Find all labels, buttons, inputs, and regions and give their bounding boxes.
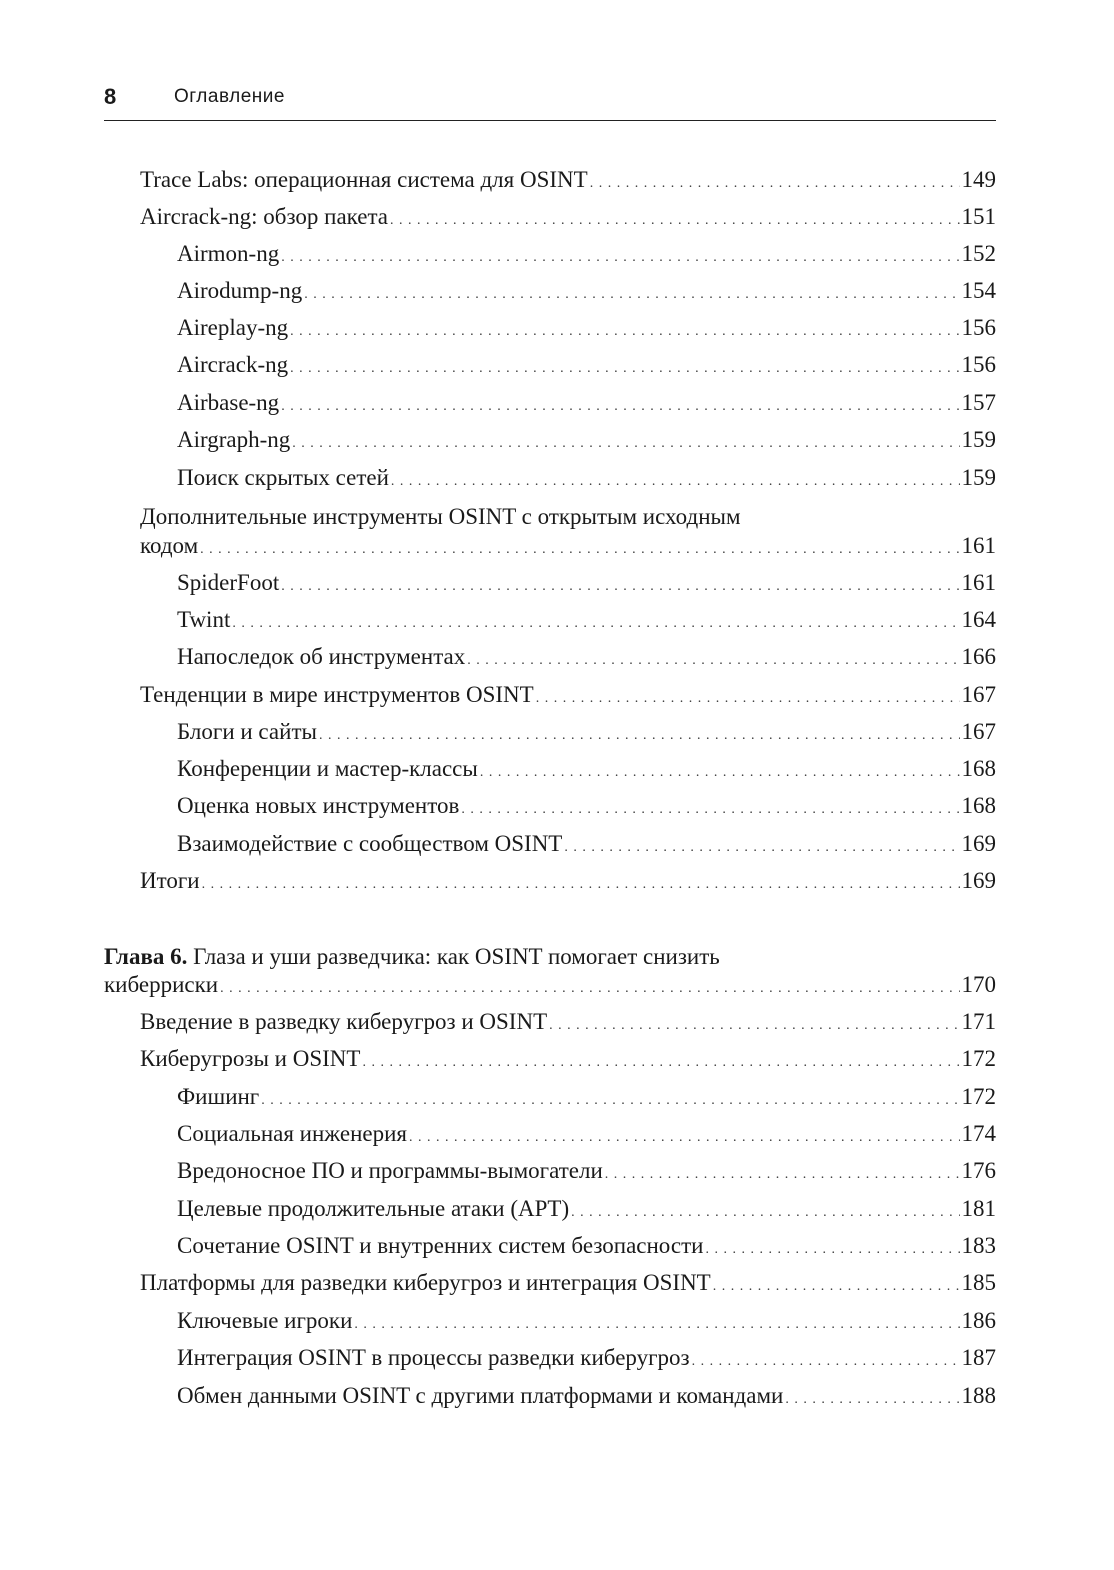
toc-entry[interactable] bbox=[140, 530, 996, 562]
dot-leader bbox=[409, 1122, 960, 1154]
toc-entry-title: Блоги и сайты bbox=[177, 719, 317, 744]
toc-entry-page: 168 bbox=[961, 793, 996, 818]
dot-leader bbox=[304, 279, 959, 311]
dot-leader bbox=[467, 645, 959, 677]
dot-leader bbox=[564, 832, 959, 864]
dot-leader bbox=[261, 1085, 959, 1117]
toc-entry[interactable] bbox=[177, 1155, 996, 1187]
toc-entry-title: Взаимодействие с сообществом OSINT bbox=[177, 831, 563, 856]
toc-entry-page: 188 bbox=[961, 1383, 996, 1408]
toc-entry[interactable] bbox=[177, 1305, 996, 1337]
toc-entry-page: 164 bbox=[961, 607, 996, 632]
toc-entry[interactable] bbox=[140, 201, 996, 233]
dot-leader bbox=[232, 608, 959, 640]
toc-entry-title: Киберугрозы и OSINT bbox=[140, 1046, 361, 1071]
toc-entry-page: 183 bbox=[961, 1233, 996, 1258]
dot-leader bbox=[202, 869, 960, 901]
toc-entry[interactable] bbox=[177, 1118, 996, 1150]
toc-entry-title: Aircrack-ng bbox=[177, 352, 289, 377]
dot-leader bbox=[200, 534, 959, 566]
page-number: 8 bbox=[104, 84, 117, 109]
dot-leader bbox=[354, 1309, 959, 1341]
toc-entry-title: Платформы для разведки киберугроз и интеграция OSINT bbox=[140, 1270, 711, 1295]
toc-entry[interactable] bbox=[177, 1342, 996, 1374]
toc-entry-page: 166 bbox=[961, 644, 996, 669]
toc-entry-page: 152 bbox=[961, 241, 996, 266]
dot-leader bbox=[713, 1271, 960, 1303]
toc-entry-page: 167 bbox=[961, 719, 996, 744]
toc-entry[interactable] bbox=[177, 424, 996, 456]
toc-entry[interactable] bbox=[177, 462, 996, 494]
toc-entry[interactable] bbox=[140, 865, 996, 897]
chapter-title: киберриски bbox=[104, 972, 219, 997]
toc-entry-title: Фишинг bbox=[177, 1084, 260, 1109]
toc-entry-title-line1[interactable]: Дополнительные инструменты OSINT с открытым исходным bbox=[140, 504, 741, 529]
toc-entry[interactable] bbox=[177, 238, 996, 270]
toc-entry-page: 176 bbox=[961, 1158, 996, 1183]
dot-leader bbox=[292, 428, 959, 460]
dot-leader bbox=[571, 1197, 959, 1229]
toc-entry[interactable] bbox=[177, 604, 996, 636]
dot-leader bbox=[391, 466, 960, 498]
toc-entry[interactable] bbox=[177, 790, 996, 822]
toc-entry-title: кодом bbox=[140, 533, 199, 558]
toc-entry-page: 161 bbox=[961, 570, 996, 595]
toc-entry-title: Airmon-ng bbox=[177, 241, 280, 266]
toc-entry[interactable] bbox=[177, 1380, 996, 1412]
dot-leader bbox=[549, 1010, 959, 1042]
toc-entry-title: Итоги bbox=[140, 868, 200, 893]
toc-entry[interactable] bbox=[177, 349, 996, 381]
toc-entry[interactable] bbox=[177, 641, 996, 673]
toc-entry-page: 185 bbox=[961, 1270, 996, 1295]
chapter-title-line1: Глаза и уши разведчика: как OSINT помогает снизить bbox=[193, 944, 720, 969]
toc-entry-title: Тенденции в мире инструментов OSINT bbox=[140, 682, 534, 707]
toc-entry[interactable] bbox=[177, 753, 996, 785]
toc-entry-page: 169 bbox=[961, 831, 996, 856]
toc-entry-page: 161 bbox=[961, 533, 996, 558]
toc-entry-title: Поиск скрытых сетей bbox=[177, 465, 389, 490]
dot-leader bbox=[480, 757, 960, 789]
dot-leader bbox=[590, 168, 960, 200]
toc-entry-page: 187 bbox=[961, 1345, 996, 1370]
toc-entry[interactable] bbox=[177, 828, 996, 860]
toc-entry-title: SpiderFoot bbox=[177, 570, 280, 595]
toc-entry-title: Airbase-ng bbox=[177, 390, 280, 415]
toc-entry-title: Оценка новых инструментов bbox=[177, 793, 460, 818]
toc-entry-page: 149 bbox=[961, 167, 996, 192]
dot-leader bbox=[290, 353, 959, 385]
dot-leader bbox=[605, 1159, 960, 1191]
toc-entry-page: 168 bbox=[961, 756, 996, 781]
toc-entry-title: Trace Labs: операционная система для OSINT bbox=[140, 167, 588, 192]
toc-entry-title: Вредоносное ПО и программы-вымогатели bbox=[177, 1158, 603, 1183]
toc-entry[interactable] bbox=[177, 1081, 996, 1113]
toc-entry-page: 172 bbox=[961, 1084, 996, 1109]
toc-entry[interactable] bbox=[177, 275, 996, 307]
toc-entry-page: 172 bbox=[961, 1046, 996, 1071]
toc-entry-title: Обмен данными OSINT с другими платформами и командами bbox=[177, 1383, 784, 1408]
chapter-entry[interactable] bbox=[104, 969, 996, 1001]
toc-entry[interactable] bbox=[140, 679, 996, 711]
toc-entry-page: 157 bbox=[961, 390, 996, 415]
toc-entry-page: 186 bbox=[961, 1308, 996, 1333]
toc-entry-page: 159 bbox=[961, 427, 996, 452]
toc-entry-title: Aircrack-ng: обзор пакета bbox=[140, 204, 389, 229]
toc-entry[interactable] bbox=[177, 716, 996, 748]
dot-leader bbox=[281, 391, 959, 423]
toc-entry-page: 167 bbox=[961, 682, 996, 707]
toc-entry-title: Aireplay-ng bbox=[177, 315, 289, 340]
toc-entry-page: 156 bbox=[961, 352, 996, 377]
toc-entry-title: Интеграция OSINT в процессы разведки киберугроз bbox=[177, 1345, 690, 1370]
dot-leader bbox=[705, 1234, 959, 1266]
toc-entry[interactable] bbox=[177, 387, 996, 419]
toc-entry[interactable] bbox=[140, 1267, 996, 1299]
chapter-label: Глава 6. bbox=[104, 944, 188, 969]
toc-entry-title: Социальная инженерия bbox=[177, 1121, 407, 1146]
toc-entry-title: Введение в разведку киберугроз и OSINT bbox=[140, 1009, 548, 1034]
toc-entry[interactable] bbox=[177, 312, 996, 344]
toc-entry[interactable] bbox=[140, 1043, 996, 1075]
toc-entry[interactable] bbox=[140, 164, 996, 196]
toc-entry-page: 151 bbox=[961, 204, 996, 229]
dot-leader bbox=[785, 1384, 959, 1416]
toc-entry-title: Целевые продолжительные атаки (APT) bbox=[177, 1196, 570, 1221]
dot-leader bbox=[692, 1346, 960, 1378]
toc-entry-page: 181 bbox=[961, 1196, 996, 1221]
toc-entry-page: 154 bbox=[961, 278, 996, 303]
dot-leader bbox=[290, 316, 959, 348]
dot-leader bbox=[281, 242, 959, 274]
toc-entry[interactable] bbox=[177, 567, 996, 599]
toc-entry-title: Airgraph-ng bbox=[177, 427, 291, 452]
dot-leader bbox=[536, 683, 960, 715]
toc-entry-page: 169 bbox=[961, 868, 996, 893]
toc-entry-title: Twint bbox=[177, 607, 231, 632]
dot-leader bbox=[362, 1047, 959, 1079]
toc-entry-title: Напоследок об инструментах bbox=[177, 644, 466, 669]
toc-entry-page: 156 bbox=[961, 315, 996, 340]
dot-leader bbox=[319, 720, 960, 752]
toc-entry-page: 174 bbox=[961, 1121, 996, 1146]
toc-entry[interactable] bbox=[177, 1193, 996, 1225]
toc-entry-title: Конференции и мастер-классы bbox=[177, 756, 478, 781]
toc-entry-title: Airodump-ng bbox=[177, 278, 303, 303]
dot-leader bbox=[461, 794, 959, 826]
running-title: Оглавление bbox=[174, 86, 285, 107]
toc-entry[interactable] bbox=[177, 1230, 996, 1262]
dot-leader bbox=[281, 571, 959, 603]
dot-leader bbox=[390, 205, 959, 237]
toc-entry-title: Ключевые игроки bbox=[177, 1308, 353, 1333]
toc-entry[interactable] bbox=[140, 1006, 996, 1038]
chapter-page: 170 bbox=[961, 972, 996, 997]
running-header bbox=[104, 84, 996, 121]
toc-entry-title: Сочетание OSINT и внутренних систем безопасности bbox=[177, 1233, 704, 1258]
dot-leader bbox=[220, 973, 959, 1005]
toc-entry-page: 171 bbox=[961, 1009, 996, 1034]
toc-entry-page: 159 bbox=[961, 465, 996, 490]
